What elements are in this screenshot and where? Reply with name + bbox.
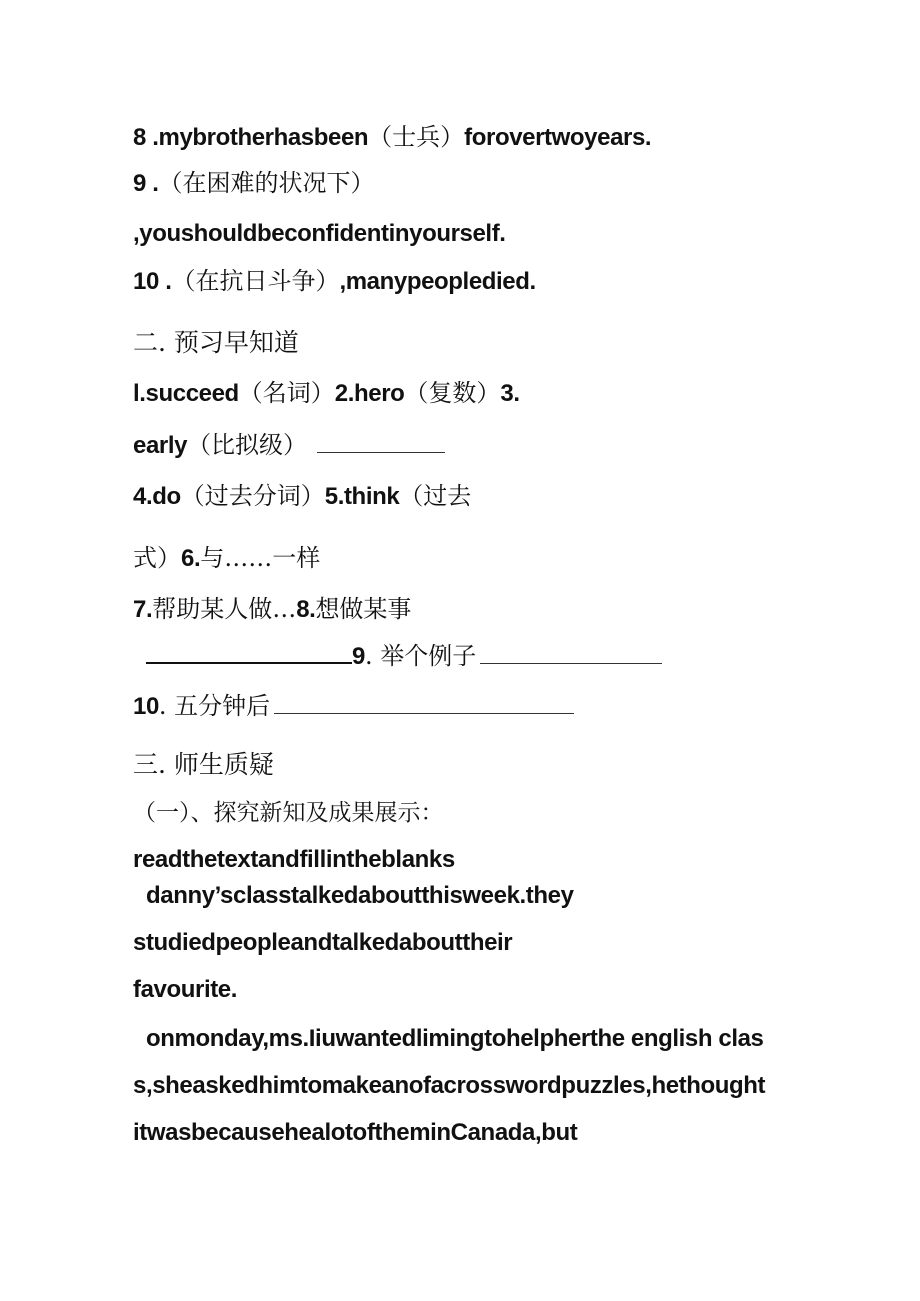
passage-line: favourite.: [133, 976, 238, 1003]
section-heading-preview: 二. 预习早知道: [133, 328, 299, 357]
question-9: [133, 168, 375, 199]
question-9-continuation: [133, 219, 506, 249]
passage-line: itwasbecausehealotoftheminCanada,but: [133, 1119, 578, 1146]
question-text: .mybrotherhasbeen: [152, 124, 369, 151]
chinese-hint: （在抗日斗争）: [171, 267, 340, 295]
question-number: 10: [133, 268, 159, 295]
vocab-word: 4.do: [133, 483, 181, 510]
passage-line: s,sheaskedhimtomakeanofacrosswordpuzzles,hethought: [133, 1072, 766, 1099]
answer-blank[interactable]: [317, 432, 445, 453]
vocab-line-3: [133, 481, 471, 512]
vocab-line-1: [133, 378, 520, 409]
chinese-hint: （士兵）: [368, 123, 465, 151]
vocab-line-4: [133, 543, 320, 574]
vocab-line-6: [146, 641, 662, 672]
question-text: .: [165, 268, 172, 295]
vocab-hint: 帮助某人做…: [152, 595, 297, 623]
vocab-hint: （名词）: [238, 379, 335, 407]
section-heading-questions: 三. 师生质疑: [133, 750, 274, 779]
question-10: [133, 266, 536, 297]
vocab-hint: （比拟级）: [187, 431, 308, 459]
answer-blank[interactable]: [480, 643, 662, 664]
chinese-hint: （在困难的状况下）: [158, 169, 375, 197]
vocab-word: l.succeed: [133, 380, 239, 407]
question-text: ,youshouldbeconfidentinyourself.: [133, 220, 506, 247]
question-number: 9: [133, 170, 146, 197]
passage-line: studiedpeopleandtalkedabouttheir: [133, 929, 513, 956]
vocab-line-5: [133, 594, 411, 625]
vocab-hint: . 举个例子: [364, 642, 477, 670]
vocab-word: 2.hero: [334, 380, 405, 407]
vocab-line-2: [133, 430, 445, 461]
subsection-heading: （一）、探究新知及成果展示：: [133, 800, 444, 826]
answer-blank[interactable]: [146, 642, 352, 664]
vocab-number: 8.: [296, 596, 316, 623]
question-text: forovertwoyears.: [464, 124, 652, 151]
passage-line: danny’sclasstalkedaboutthisweek.they: [146, 882, 574, 909]
vocab-line-7: [133, 691, 574, 722]
vocab-hint: 式）: [133, 544, 181, 572]
vocab-number: 9: [352, 643, 365, 670]
question-number: 8: [133, 124, 146, 151]
vocab-word: 3.: [500, 380, 520, 407]
passage-line: readthetextandfillintheblanks: [133, 846, 455, 873]
question-text: ,manypeopledied.: [339, 268, 536, 295]
vocab-hint: （过去分词）: [180, 482, 325, 510]
vocab-number: 10: [133, 693, 159, 720]
vocab-hint: . 五分钟后: [158, 692, 271, 720]
vocab-word: 5.think: [324, 483, 400, 510]
vocab-hint: 想做某事: [315, 595, 412, 623]
vocab-hint: 与……一样: [200, 544, 321, 572]
vocab-number: 6.: [181, 545, 201, 572]
vocab-hint: （过去: [399, 482, 472, 510]
question-text: .: [152, 170, 159, 197]
vocab-number: 7.: [133, 596, 153, 623]
passage-line: onmonday,ms.Iiuwantedlimingtohelpherthe english clas: [146, 1025, 764, 1052]
vocab-hint: （复数）: [404, 379, 501, 407]
answer-blank[interactable]: [274, 693, 574, 714]
question-8: [133, 122, 651, 153]
vocab-word: early: [133, 432, 188, 459]
